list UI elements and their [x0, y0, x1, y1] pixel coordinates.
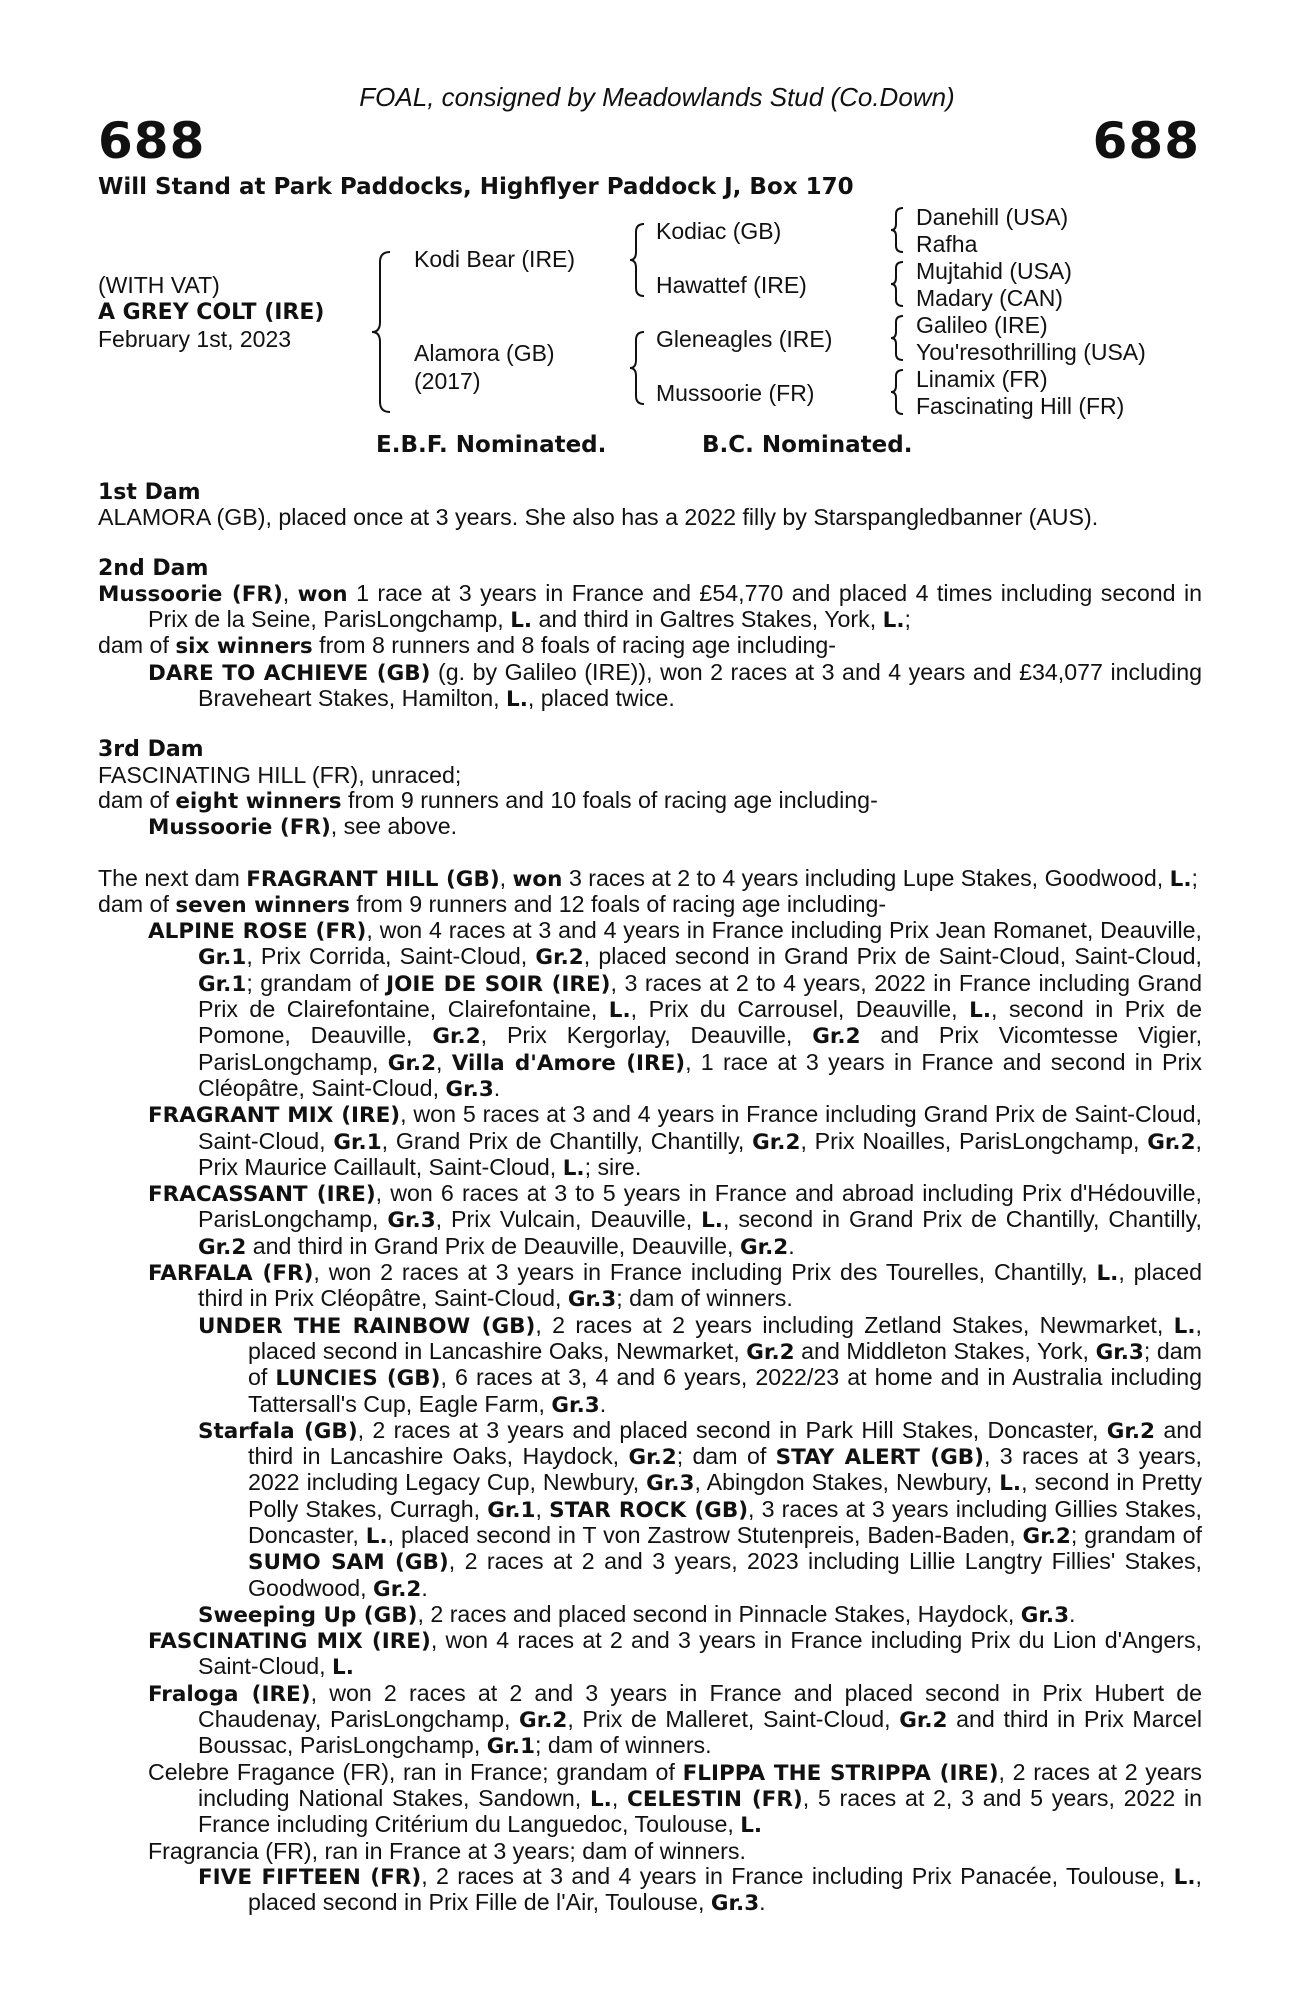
entry-sweeping-up: Sweeping Up (GB), 2 races and placed second in Pinnacle Stakes, Haydock, Gr.3. [198, 1600, 1076, 1628]
dam-name: Alamora (GB) [414, 340, 555, 366]
ggp-5: Galileo (IRE) [916, 312, 1048, 338]
nextdam-line1: The next dam FRAGRANT HILL (GB), won 3 races at 2 to 4 years including Lupe Stakes, Goodwood, L.; [98, 864, 1198, 892]
dam-dam: Mussoorie (FR) [656, 380, 815, 406]
pedigree-brace-dam [628, 330, 648, 406]
dam2-heading: 2nd Dam [98, 555, 209, 581]
entry-five-fifteen: FIVE FIFTEEN (FR), 2 races at 3 and 4 years in France including Prix Panacée, Toulouse, L., placed second in Prix Fille de l'Air, Toulouse, Gr.3. [198, 1862, 1202, 1917]
sire-name: Kodi Bear (IRE) [414, 246, 576, 272]
dam3-line1: FASCINATING HILL (FR), unraced; [98, 761, 462, 788]
lot-number-left: 688 [98, 112, 206, 170]
entry-starfala: Starfala (GB), 2 races at 3 years and placed second in Park Hill Stakes, Doncaster, Gr.2 and third in Lancashire Oaks, Haydock, Gr.2; dam of STAY ALERT (GB), 3 races at 3 years, 2022 including Legacy Cup, Newbury, Gr.3, Abingdon Stakes, Newbury, L., second in Pretty Polly Stakes, Curragh, Gr.1, STAR ROCK (GB), 3 races at 3 years including Gillies Stakes, Doncaster, L., placed second in T von Zastrow Stutenpreis, Baden-Baden, Gr.2; grandam of SUMO SAM (GB), 2 races at 2 and 3 years, 2023 including Lillie Langtry Fillies' Stakes, Goodwood, Gr.2. [198, 1416, 1203, 1602]
nextdam-line2: dam of seven winners from 9 runners and 12 foals of racing age including- [98, 890, 887, 918]
ggp-4: Madary (CAN) [916, 285, 1063, 311]
stand-location: Will Stand at Park Paddocks, Highflyer Paddock J, Box 170 [98, 174, 854, 200]
pedigree-brace-sire [628, 222, 648, 298]
bc-nominated: B.C. Nominated. [702, 432, 913, 458]
entry-fracassant: FRACASSANT (IRE), won 6 races at 3 to 5 years in France and abroad including Prix d'Hédouville, ParisLongchamp, Gr.3, Prix Vulcain, Deauville, L., second in Grand Prix de Chantilly, Chantilly, Gr.2 and third in Grand Prix de Deauville, Deauville, Gr.2. [148, 1180, 1202, 1260]
ggp-6: You'resothrilling (USA) [916, 339, 1146, 365]
dam3-mussoorie: Mussoorie (FR), see above. [148, 813, 458, 841]
ggp-3: Mujtahid (USA) [916, 258, 1072, 284]
vat-label: (WITH VAT) [98, 272, 220, 298]
foaling-date: February 1st, 2023 [98, 326, 292, 352]
entry-farfala: FARFALA (FR), won 2 races at 3 years in France including Prix des Tourelles, Chantilly, L., placed third in Prix Cléopâtre, Saint-Cloud, Gr.3; dam of winners. [148, 1259, 1202, 1313]
pedigree-brace-kodiac [889, 206, 907, 254]
entry-celebre-fragance: Celebre Fragance (FR), ran in France; grandam of FLIPPA THE STRIPPA (IRE), 2 races at 2 years including National Stakes, Sandown, L., CELESTIN (FR), 5 races at 2, 3 and 5 years, 2022 in France including Critérium du Languedoc, Toulouse, L. [148, 1758, 1203, 1839]
consigned-by: FOAL, consigned by Meadowlands Stud (Co.Down) [359, 82, 955, 112]
catalogue-body [98, 480, 1202, 1916]
ebf-nominated: E.B.F. Nominated. [376, 432, 607, 458]
entry-fraloga: Fraloga (IRE), won 2 races at 2 and 3 years in France and placed second in Prix Hubert de Chaudenay, ParisLongchamp, Gr.2, Prix de Malleret, Saint-Cloud, Gr.2 and third in Prix Marcel Boussac, ParisLongchamp, Gr.1; dam of winners. [148, 1679, 1202, 1760]
entry-fascinating-mix: FASCINATING MIX (IRE), won 4 races at 2 and 3 years in France including Prix du Lion d'Angers, Saint-Cloud, L. [148, 1627, 1203, 1681]
lot-number-right: 688 [1092, 112, 1200, 170]
entry-fragrancia: Fragrancia (FR), ran in France at 3 years; dam of winners. [148, 1837, 746, 1864]
ggp-7: Linamix (FR) [916, 366, 1048, 392]
dam2-line2: dam of six winners from 8 runners and 8 foals of racing age including- [98, 632, 837, 660]
subject-block [98, 272, 324, 353]
pedigree-brace-mussoorie [889, 368, 907, 416]
dam3-heading: 3rd Dam [98, 737, 204, 763]
dam2-line1: Mussoorie (FR), won 1 race at 3 years in France and £54,770 and placed 4 times including second in Prix de la Seine, ParisLongchamp, L. and third in Galtres Stakes, York, L.; [98, 579, 1202, 634]
dam1-text: ALAMORA (GB), placed once at 3 years. She also has a 2022 filly by Starspangledbanner (AUS). [98, 504, 1099, 531]
pedigree-brace-gleneagles [889, 314, 907, 362]
dam-sire: Gleneagles (IRE) [656, 326, 833, 352]
ggp-8: Fascinating Hill (FR) [916, 393, 1125, 419]
sire-dam: Hawattef (IRE) [656, 272, 807, 298]
dam1-heading: 1st Dam [98, 480, 201, 505]
entry-fragrant-mix: FRAGRANT MIX (IRE), won 5 races at 3 and 4 years in France including Grand Prix de Saint-Cloud, Saint-Cloud, Gr.1, Grand Prix de Chantilly, Chantilly, Gr.2, Prix Noailles, ParisLongchamp, Gr.2, Prix Maurice Caillault, Saint-Cloud, L.; sire. [148, 1101, 1202, 1181]
ggp-1: Danehill (USA) [916, 204, 1069, 230]
ggp-2: Rafha [916, 231, 978, 257]
pedigree-brace-main [370, 250, 394, 414]
dam2-dare-to-achieve: DARE TO ACHIEVE (GB) (g. by Galileo (IRE)), won 2 races at 3 and 4 years and £34,077 including Braveheart Stakes, Hamilton, L., placed twice. [148, 658, 1202, 713]
dam-year: (2017) [414, 368, 481, 394]
dam3-line2: dam of eight winners from 9 runners and 10 foals of racing age including- [98, 786, 878, 814]
sire-sire: Kodiac (GB) [656, 218, 782, 244]
pedigree-brace-hawattef [889, 260, 907, 308]
lot-name: A GREY COLT (IRE) [98, 300, 325, 325]
entry-alpine-rose: ALPINE ROSE (FR), won 4 races at 3 and 4 years in France including Prix Jean Romanet, Deauville, Gr.1, Prix Corrida, Saint-Cloud, Gr.2, placed second in Grand Prix de Saint-Cloud, Saint-Cloud, Gr.1; grandam of JOIE DE SOIR (IRE), 3 races at 2 to 4 years, 2022 in France including Grand Prix de Clairefontaine, Clairefontaine, L., Prix du Carrousel, Deauville, L., second in Prix de Pomone, Deauville, Gr.2, Prix Kergorlay, Deauville, Gr.2 and Prix Vicomtesse Vigier, ParisLongchamp, Gr.2, Villa d'Amore (IRE), 1 race at 3 years in France and second in Prix Cléopâtre, Saint-Cloud, Gr.3. [148, 917, 1203, 1102]
entry-under-the-rainbow: UNDER THE RAINBOW (GB), 2 races at 2 years including Zetland Stakes, Newmarket, L., placed second in Lancashire Oaks, Newmarket, Gr.2 and Middleton Stakes, York, Gr.3; dam of LUNCIES (GB), 6 races at 3, 4 and 6 years, 2022/23 at home and in Australia including Tattersall's Cup, Eagle Farm, Gr.3. [198, 1311, 1202, 1418]
